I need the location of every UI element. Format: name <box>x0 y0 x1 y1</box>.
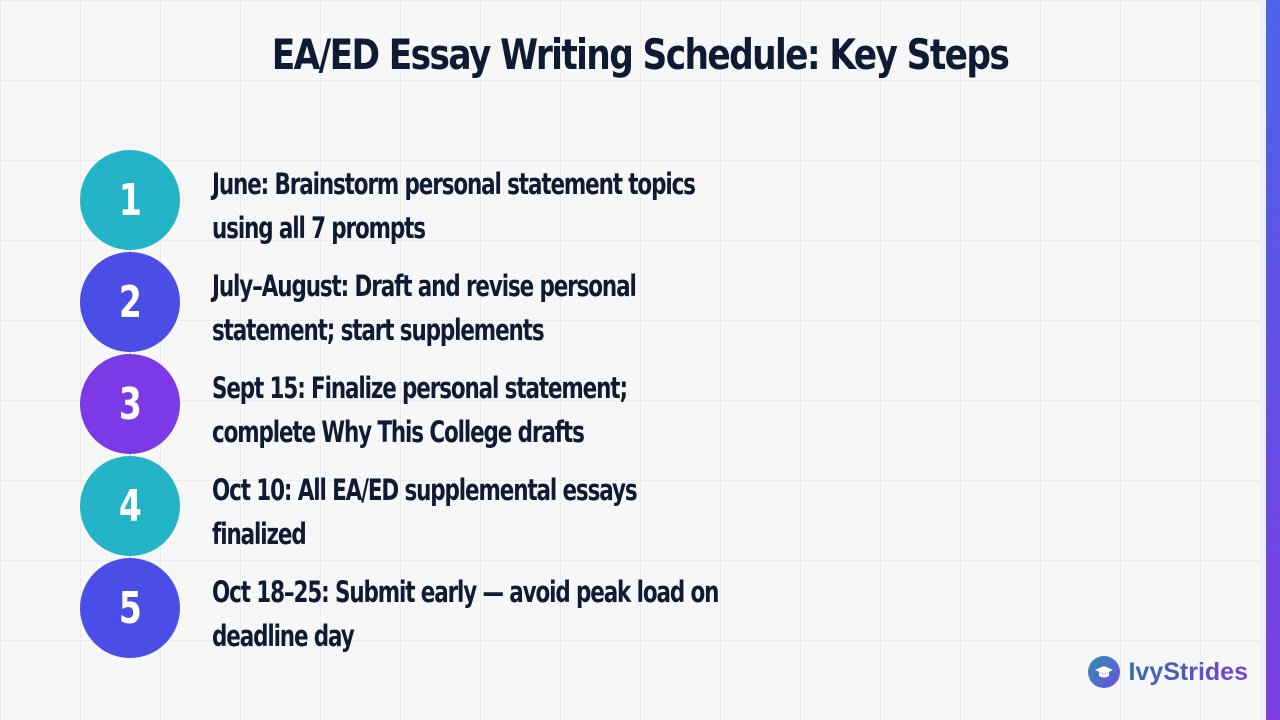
brand-name: IvyStrides <box>1128 657 1248 686</box>
step-number-badge <box>80 150 180 250</box>
page-title: EA/ED Essay Writing Schedule: Key Steps <box>271 30 1009 79</box>
step-number: 3 <box>118 378 142 430</box>
timeline-step-4 <box>80 456 840 556</box>
timeline-step-5 <box>80 558 840 658</box>
step-number: 4 <box>118 480 142 532</box>
step-number: 5 <box>118 582 142 634</box>
timeline-step-2 <box>80 252 840 352</box>
step-description: Oct 18–25: Submit early — avoid peak load on deadline day <box>212 575 719 653</box>
timeline-step-1 <box>80 150 840 250</box>
accent-bar <box>1266 0 1280 720</box>
brand-logo <box>1088 656 1248 688</box>
step-number: 2 <box>118 276 142 328</box>
step-number-badge <box>80 354 180 454</box>
step-description: Sept 15: Finalize personal statement; complete Why This College drafts <box>212 371 627 449</box>
graduation-cap-icon <box>1088 656 1120 688</box>
timeline-step-3 <box>80 354 840 454</box>
step-number: 1 <box>118 174 142 226</box>
step-description: July–August: Draft and revise personal statement; start supplements <box>212 269 636 347</box>
step-number-badge <box>80 558 180 658</box>
timeline <box>80 150 840 662</box>
step-description: Oct 10: All EA/ED supplemental essays finalized <box>212 473 637 551</box>
step-number-badge <box>80 252 180 352</box>
step-description: June: Brainstorm personal statement topics using all 7 prompts <box>212 167 695 245</box>
step-number-badge <box>80 456 180 556</box>
